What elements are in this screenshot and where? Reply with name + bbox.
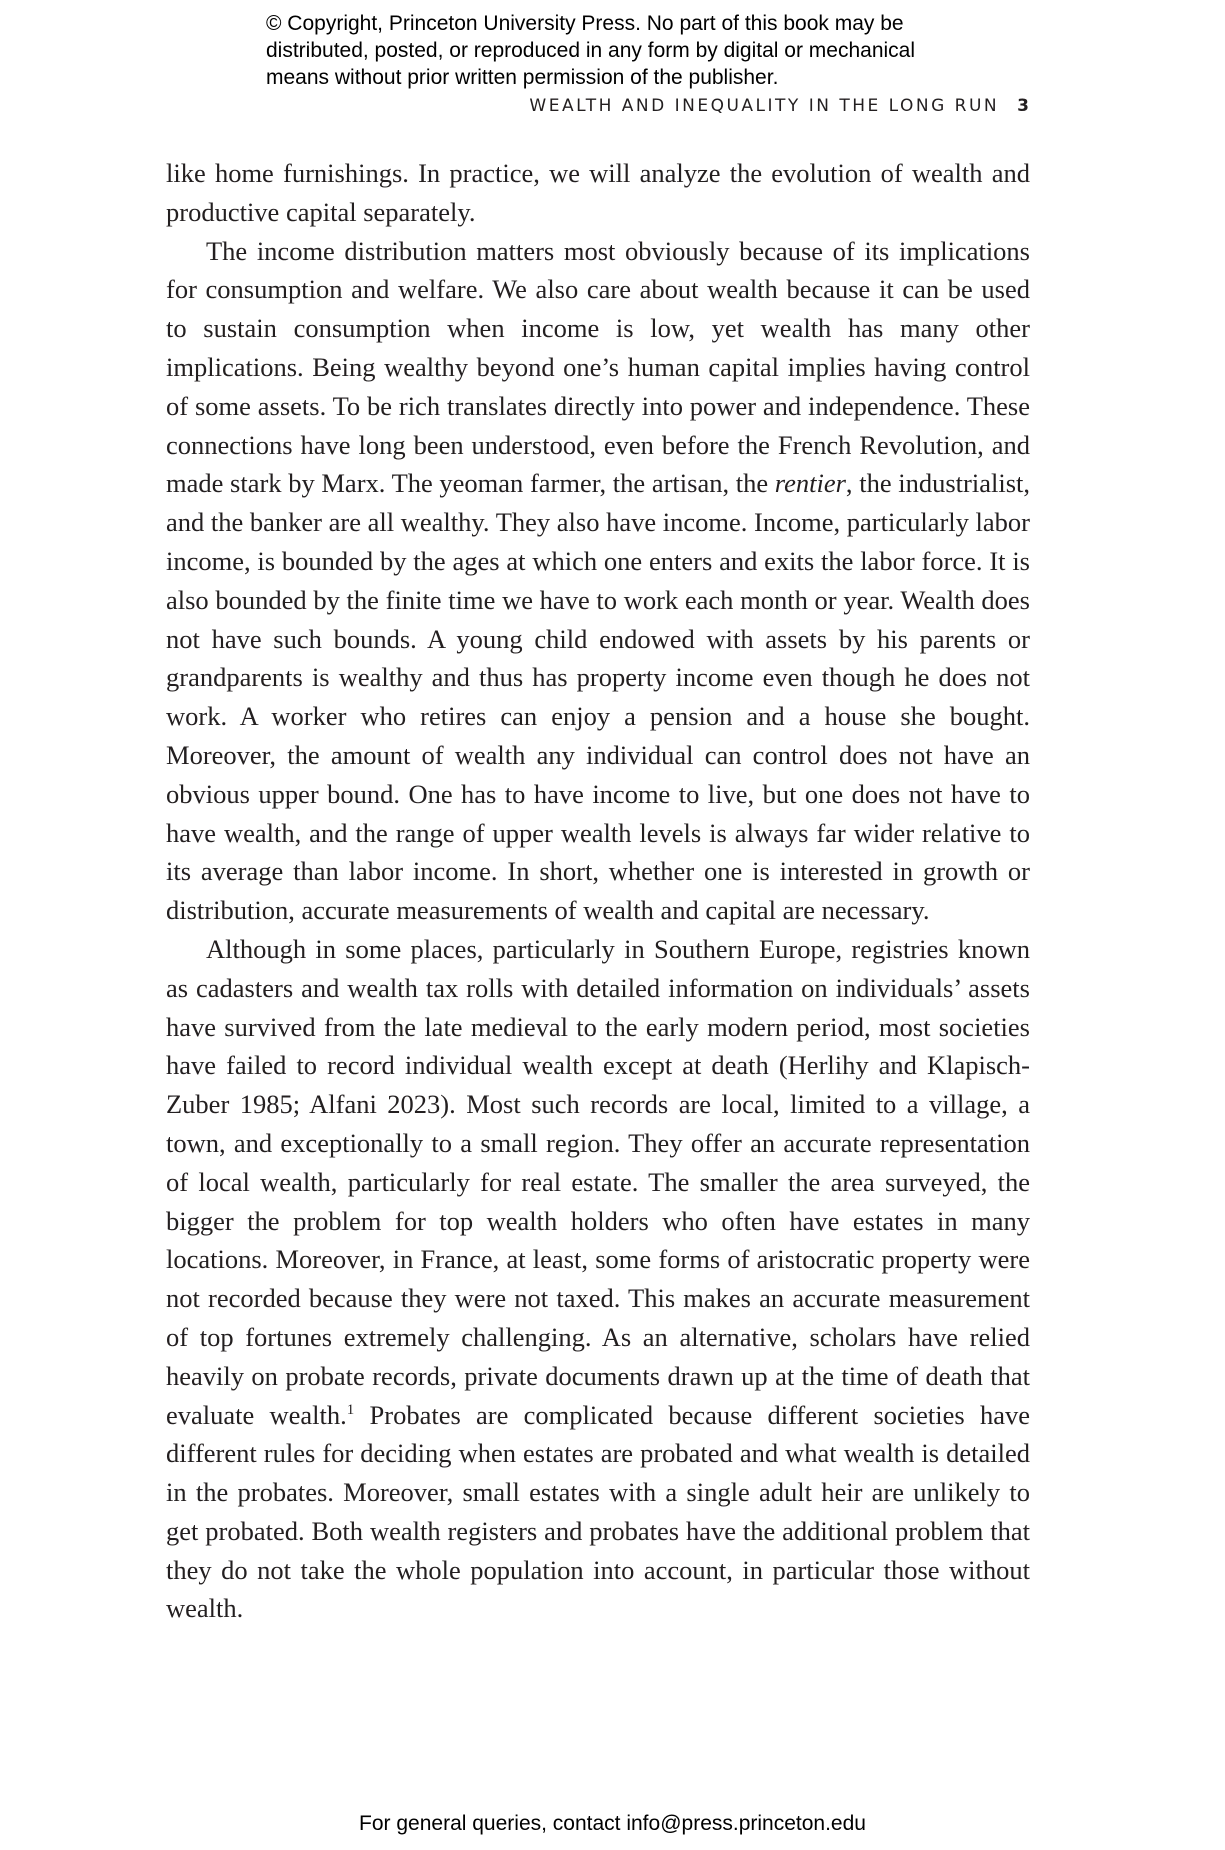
copyright-line: distributed, posted, or reproduced in any form by digital or mechanical (266, 39, 916, 62)
copyright-line: © Copyright, Princeton University Press. No part of this book may be (266, 12, 904, 35)
paragraph (166, 930, 1030, 1628)
running-title: WEALTH AND INEQUALITY IN THE LONG RUN (529, 96, 1000, 116)
paragraph-text: Although in some places, particularly in Southern Europe, registries known as cadasters and wealth tax rolls with detailed information on individuals’ assets have survived from the late medieval to the early modern period, most societies have failed to record individual wealth except at death (Herlihy and Klapisch-Zuber 1985; Alfani 2023). Most such records are local, limited to a village, a town, and exceptionally to a small region. They offer an accurate representation of local wealth, particularly for real estate. The smaller the area surveyed, the bigger the problem for top wealth holders who often have estates in many locations. Moreover, in France, at least, some forms of aristocratic property were not recorded because they were not taxed. This makes an accurate measurement of top fortunes extremely challenging. As an alternative, scholars have relied heavily on probate records, private documents drawn up at the time of death that evaluate wealth. (166, 933, 1030, 1430)
paragraph-text: Probates are complicated because different societies have different rules for deciding when estates are probated and what wealth is detailed in the probates. Moreover, small estates with a single adult heir are unlikely to get probated. Both wealth registers and probates have the additional problem that they do not take the whole population into account, in particular those without wealth. (166, 1399, 1030, 1624)
running-header (529, 96, 1029, 116)
paragraph-text: , the industrialist, and the banker are all wealthy. They also have income. Income, particularly labor income, is bounded by the ages at which one enters and exits the labor force. It is also bounded by the finite time we have to work each month or year. Wealth does not have such bounds. A young child endowed with assets by his parents or grandparents is wealthy and thus has property income even though he does not work. A worker who retires can enjoy a pension and a house she bought. Moreover, the amount of wealth any individual can control does not have an obvious upper bound. One has to have income to live, but one does not have to have wealth, and the range of upper wealth levels is always far wider relative to its average than labor income. In short, whether one is interested in growth or distribution, accurate measurements of wealth and capital are necessary. (166, 468, 1030, 926)
copyright-line: means without prior written permission of the publisher. (266, 66, 779, 89)
emphasis-rentier: rentier (774, 468, 846, 499)
page-number: 3 (1017, 96, 1029, 116)
paragraph-text: The income distribution matters most obviously because of its implications for consumption and welfare. We also care about wealth because it can be used to sustain consumption when income is low, yet wealth has many other implications. Being wealthy beyond one’s human capital implies having control of some assets. To be rich translates directly into power and independence. These connections have long been understood, even before the French Revolution, and made stark by Marx. The yeoman farmer, the artisan, the (166, 235, 1030, 499)
footer-contact: For general queries, contact info@press.princeton.edu (359, 1812, 866, 1835)
body-text (166, 154, 1030, 1628)
paragraph: like home furnishings. In practice, we will analyze the evolution of wealth and productive capital separately. (166, 158, 1030, 227)
paragraph (166, 232, 1030, 930)
copyright-notice (266, 10, 1026, 91)
footnote-ref[interactable]: 1 (346, 1401, 355, 1418)
